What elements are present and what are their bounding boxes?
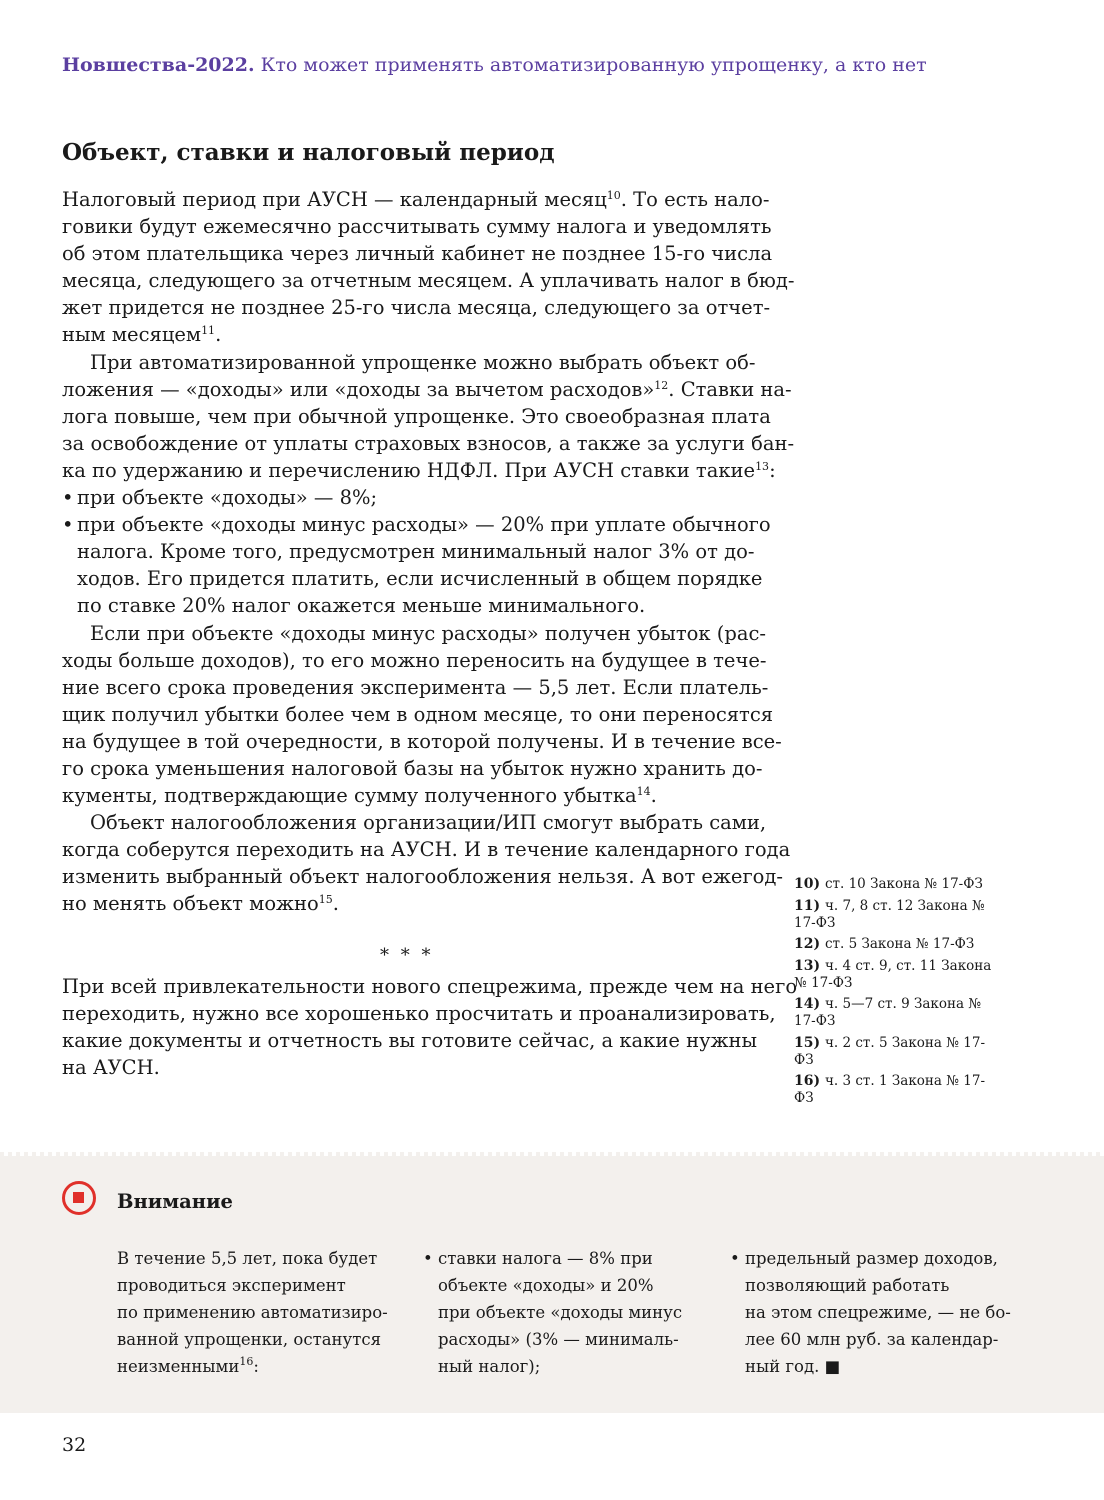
text-run: но менять объект можно (62, 892, 319, 916)
text-run: ходов. Его придется платить, если исчисленный в общем порядке (77, 567, 763, 591)
section-heading: Объект, ставки и налоговый период (62, 139, 555, 166)
footnote-ref: 16 (239, 1355, 254, 1368)
footnote-text: ч. 2 ст. 5 Закона № 17-ФЗ (794, 1034, 986, 1068)
footnote-text: ч. 7, 8 ст. 12 Закона № 17-ФЗ (794, 897, 985, 931)
header-title: Кто может применять автоматизированную упрощенку, а кто нет (254, 54, 927, 76)
text-line (62, 349, 756, 376)
attention-line (423, 1353, 682, 1380)
text-run: расходы» (3% — минималь- (438, 1330, 679, 1349)
text-line (62, 701, 774, 728)
footnote-number: 13) (794, 957, 825, 974)
footnote (794, 936, 994, 953)
text-run: При автоматизированной упрощенке можно выбрать объект об- (90, 350, 756, 374)
attention-title: Внимание (117, 1190, 233, 1213)
text-run: ложения — «доходы» или «доходы за вычетом расходов» (62, 377, 655, 401)
text-line (62, 430, 795, 457)
bullet-line (62, 484, 740, 511)
bullet-line (62, 565, 763, 592)
text-run: . (215, 323, 222, 347)
attention-line (117, 1299, 388, 1326)
text-line (62, 620, 766, 647)
text-line (62, 1000, 776, 1027)
footnote-text: ч. 3 ст. 1 Закона № 17-ФЗ (794, 1073, 986, 1106)
attention-intro (117, 1245, 388, 1380)
text-run: ный год. ■ (745, 1357, 841, 1376)
text-line (62, 213, 772, 240)
footnote (794, 958, 994, 992)
text-run: на будущее в той очередности, в которой получены. И в течение все- (62, 729, 782, 753)
text-line (62, 186, 770, 213)
page-number: 32 (62, 1434, 87, 1456)
text-run: говики будут ежемесячно рассчитывать сумму налога и уведомлять (62, 215, 772, 239)
text-run: изменить выбранный объект налогообложения нельзя. А вот ежегод- (62, 865, 783, 889)
text-run: по ставке 20% налог окажется меньше минимального. (77, 594, 646, 618)
bullet-line (62, 538, 755, 565)
attention-line (730, 1245, 1011, 1272)
attention-line (423, 1245, 682, 1272)
text-line (62, 674, 769, 701)
text-line (62, 240, 773, 267)
attention-bullet-income (730, 1245, 1011, 1380)
running-header (62, 54, 927, 76)
footnote-number: 10) (794, 876, 825, 892)
attention-line (730, 1353, 1011, 1380)
separator: * * * (380, 945, 434, 966)
bullet-line (62, 592, 740, 619)
text-run: при объекте «доходы минус (438, 1303, 683, 1322)
text-run: объекте «доходы» и 20% (438, 1276, 654, 1295)
footnote-number: 14) (794, 996, 825, 1012)
attention-line (730, 1272, 1011, 1299)
text-run: месяца, следующего за отчетным месяцем. А уплачивать налог в бюд- (62, 269, 795, 293)
text-run: Если при объекте «доходы минус расходы» получен убыток (рас- (90, 621, 766, 645)
text-run: переходить, нужно все хорошенько просчитать и проанализировать, (62, 1002, 776, 1026)
attention-line (730, 1299, 1011, 1326)
text-run: . Ставки на- (668, 377, 792, 401)
attention-line (423, 1299, 682, 1326)
text-run: при объекте «доходы» — 8%; (77, 486, 378, 510)
text-line (62, 321, 740, 348)
text-run: кументы, подтверждающие сумму полученного убытка (62, 784, 637, 808)
footnote-ref: 11 (201, 324, 216, 338)
text-line (62, 973, 798, 1000)
footnote-ref: 13 (755, 459, 770, 473)
footnote-ref: 10 (606, 189, 621, 202)
text-run: щик получил убытки более чем в одном месяце, то они переносятся (62, 702, 774, 726)
footnote-text: ч. 5—7 ст. 9 Закона № 17-ФЗ (794, 996, 982, 1029)
text-line (62, 836, 791, 863)
text-run: Налоговый период при АУСН — календарный месяц (62, 188, 607, 211)
footnote-number: 11) (794, 897, 825, 914)
footnotes (794, 876, 994, 1112)
text-line (62, 863, 783, 890)
text-line (62, 1054, 740, 1081)
text-run: по применению автоматизиро- (117, 1303, 388, 1322)
footnote-number: 15) (794, 1034, 825, 1051)
text-run: . (650, 784, 657, 808)
text-run: на этом спецрежиме, — не бо- (745, 1303, 1011, 1322)
footnote-ref: 15 (318, 893, 333, 907)
text-run: ставки налога — 8% при (438, 1249, 653, 1268)
text-run: какие документы и отчетность вы готовите сейчас, а какие нужны (62, 1029, 758, 1053)
attention-line (117, 1245, 388, 1272)
text-line (62, 782, 740, 809)
attention-line (117, 1326, 388, 1353)
text-run: проводиться эксперимент (117, 1276, 346, 1295)
attention-line (423, 1326, 682, 1353)
footnote-ref: 14 (636, 785, 651, 799)
text-run: В течение 5,5 лет, пока будет (117, 1249, 378, 1268)
text-run: предельный размер доходов, (745, 1249, 998, 1268)
footnote-number: 12) (794, 936, 825, 952)
text-run: ходы больше доходов), то его можно переносить на будущее в тече- (62, 648, 767, 672)
footnote-number: 16) (794, 1073, 825, 1089)
footnote (794, 1035, 994, 1069)
text-line (62, 647, 767, 674)
attention-line (117, 1353, 388, 1380)
text-run: Объект налогообложения организации/ИП смогут выбрать сами, (90, 811, 767, 835)
text-run: позволяющий работать (745, 1276, 950, 1295)
text-run: лее 60 млн руб. за календар- (745, 1330, 999, 1349)
text-line (62, 1027, 758, 1054)
text-run: об этом плательщика через личный кабинет не позднее 15-го числа (62, 242, 773, 266)
header-section: Новшества-2022. (62, 54, 255, 76)
text-line (62, 267, 795, 294)
footnote-text: ст. 10 Закона № 17-ФЗ (824, 876, 983, 892)
footnote (794, 876, 994, 893)
text-line (62, 728, 782, 755)
attention-line (730, 1326, 1011, 1353)
footnote-ref: 12 (654, 378, 669, 392)
text-run: : (769, 458, 776, 482)
footnote (794, 898, 994, 932)
text-run: на АУСН. (62, 1056, 160, 1080)
footnote (794, 1073, 994, 1107)
text-run: ние всего срока проведения эксперимента — 5,5 лет. Если платель- (62, 675, 769, 699)
text-line (62, 755, 763, 782)
text-run: При всей привлекательности нового спецрежима, прежде чем на него (62, 975, 798, 998)
text-run: жет придется не позднее 25-го числа месяца, следующего за отчет- (62, 296, 771, 320)
text-line (62, 809, 767, 836)
footnote-text: ч. 4 ст. 9, ст. 11 Закона № 17-ФЗ (794, 957, 992, 991)
text-run: неизменными (117, 1357, 240, 1376)
footnote-text: ст. 5 Закона № 17-ФЗ (824, 936, 975, 952)
text-run: ка по удержанию и перечислению НДФЛ. При АУСН ставки такие (62, 458, 756, 482)
text-line (62, 376, 792, 403)
attention-line (117, 1272, 388, 1299)
text-run: ным месяцем (62, 323, 202, 347)
text-run: за освобождение от уплаты страховых взносов, а также за услуги бан- (62, 431, 795, 455)
text-run: го срока уменьшения налоговой базы на убыток нужно хранить до- (62, 756, 763, 780)
text-run: при объекте «доходы минус расходы» — 20% при уплате обычного (77, 513, 771, 537)
footnote (794, 996, 994, 1030)
body-text (62, 186, 795, 918)
attention-bullet-rates (423, 1245, 682, 1380)
text-run: . (332, 892, 339, 916)
bullet-line (62, 511, 771, 538)
text-line (62, 457, 776, 484)
text-line (62, 890, 740, 917)
text-line (62, 403, 771, 430)
text-run: ванной упрощенки, останутся (117, 1330, 382, 1349)
text-run: : (253, 1357, 259, 1376)
text-run: . То есть нало- (620, 188, 770, 211)
text-run: когда соберутся переходить на АУСН. И в течение календарного года (62, 838, 791, 862)
text-line (62, 294, 771, 321)
attention-icon (62, 1181, 96, 1215)
attention-line (423, 1272, 682, 1299)
text-run: лога повыше, чем при обычной упрощенке. Это своеобразная плата (62, 404, 771, 428)
conclusion-text (62, 973, 798, 1081)
text-run: ный налог); (438, 1357, 541, 1376)
text-run: налога. Кроме того, предусмотрен минимальный налог 3% от до- (77, 540, 755, 564)
